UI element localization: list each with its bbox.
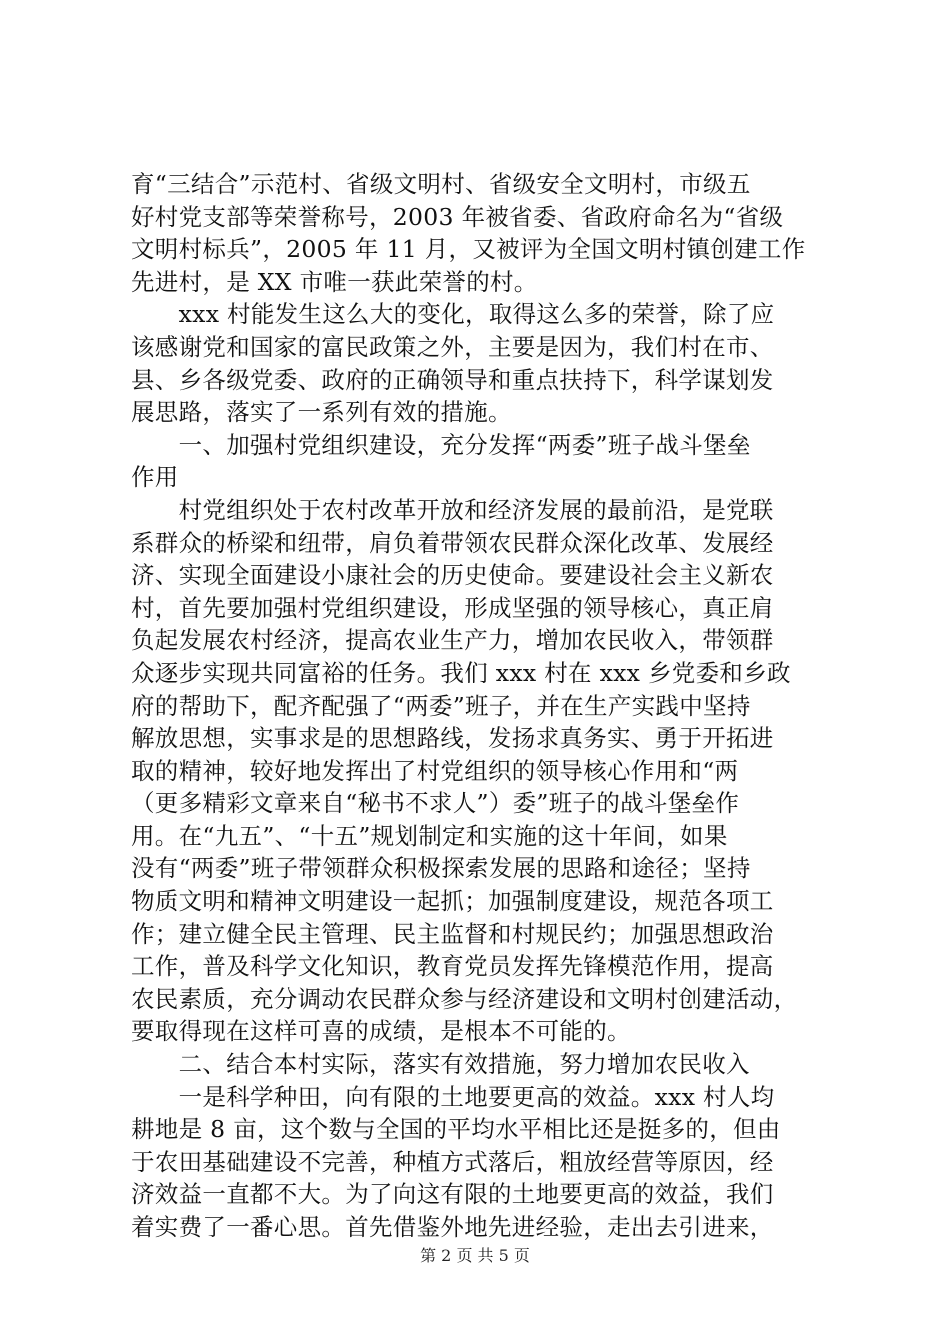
section-heading-line: 作用 xyxy=(131,463,179,492)
text-line: 物质文明和精神文明建设一起抓；加强制度建设，规范各项工 xyxy=(131,887,774,916)
text-line: 一是科学种田，向有限的土地要更高的效益。xxx 村人均 xyxy=(131,1082,775,1111)
text-line: （更多精彩文章来自“秘书不求人”）委”班子的战斗堡垒作 xyxy=(131,789,740,818)
text-line: 济、实现全面建设小康社会的历史使命。要建设社会主义新农 xyxy=(131,561,774,590)
text-line: 众逐步实现共同富裕的任务。我们 xxx 村在 xxx 乡党委和乡政 xyxy=(131,658,791,687)
text-line: 耕地是 8 亩，这个数与全国的平均水平相比还是挺多的，但由 xyxy=(131,1115,781,1144)
text-line: 着实费了一番心思。首先借鉴外地先进经验，走出去引进来， xyxy=(131,1213,774,1241)
page-number-footer: 第 2 页 共 5 页 xyxy=(420,1246,530,1265)
text-line: 县、乡各级党委、政府的正确领导和重点扶持下，科学谋划发 xyxy=(131,365,774,394)
text-line: 村党组织处于农村改革开放和经济发展的最前沿，是党联 xyxy=(131,495,774,524)
text-line: 展思路，落实了一系列有效的措施。 xyxy=(131,398,512,427)
text-line: 取的精神，较好地发挥出了村党组织的领导核心作用和“两 xyxy=(131,756,739,785)
text-line: 要取得现在这样可喜的成绩，是根本不可能的。 xyxy=(131,1017,631,1046)
text-line: 育“三结合”示范村、省级文明村、省级安全文明村，市级五 xyxy=(131,170,751,198)
text-line: 于农田基础建设不完善，种植方式落后，粗放经营等原因，经 xyxy=(131,1147,774,1176)
document-body xyxy=(131,168,831,1244)
text-line: 系群众的桥梁和纽带，肩负着带领农民群众深化改革、发展经 xyxy=(131,528,774,557)
text-line: 农民素质，充分调动农民群众参与经济建设和文明村创建活动， xyxy=(131,984,798,1013)
section-heading-line: 一、加强村党组织建设，充分发挥“两委”班子战斗堡垒 xyxy=(131,430,751,459)
text-line: 济效益一直都不大。为了向这有限的土地要更高的效益，我们 xyxy=(131,1180,774,1209)
text-line: 好村党支部等荣誉称号，2003 年被省委、省政府命名为“省级 xyxy=(131,202,784,231)
text-line: 先进村，是 XX 市唯一获此荣誉的村。 xyxy=(131,267,538,296)
text-line: 该感谢党和国家的富民政策之外，主要是因为，我们村在市、 xyxy=(131,332,774,361)
text-line: 府的帮助下，配齐配强了“两委”班子，并在生产实践中坚持 xyxy=(131,691,751,720)
text-line: 村，首先要加强村党组织建设，形成坚强的领导核心，真正肩 xyxy=(131,593,774,622)
text-line: 解放思想，实事求是的思想路线，发扬求真务实、勇于开拓进 xyxy=(131,724,774,753)
text-line: 作；建立健全民主管理、民主监督和村规民约；加强思想政治 xyxy=(131,919,774,948)
text-line: 没有“两委”班子带领群众积极探索发展的思路和途径；坚持 xyxy=(131,854,751,883)
text-line: xxx 村能发生这么大的变化，取得这么多的荣誉，除了应 xyxy=(131,300,775,329)
text-line: 用。在“九五”、“十五”规划制定和实施的这十年间，如果 xyxy=(131,821,728,850)
text-line: 负起发展农村经济，提高农业生产力，增加农民收入，带领群 xyxy=(131,626,774,655)
text-line: 文明村标兵”，2005 年 11 月，又被评为全国文明村镇创建工作 xyxy=(131,235,806,264)
text-line: 工作，普及科学文化知识，教育党员发挥先锋模范作用，提高 xyxy=(131,952,774,981)
section-heading-line: 二、结合本村实际，落实有效措施，努力增加农民收入 xyxy=(131,1050,750,1079)
